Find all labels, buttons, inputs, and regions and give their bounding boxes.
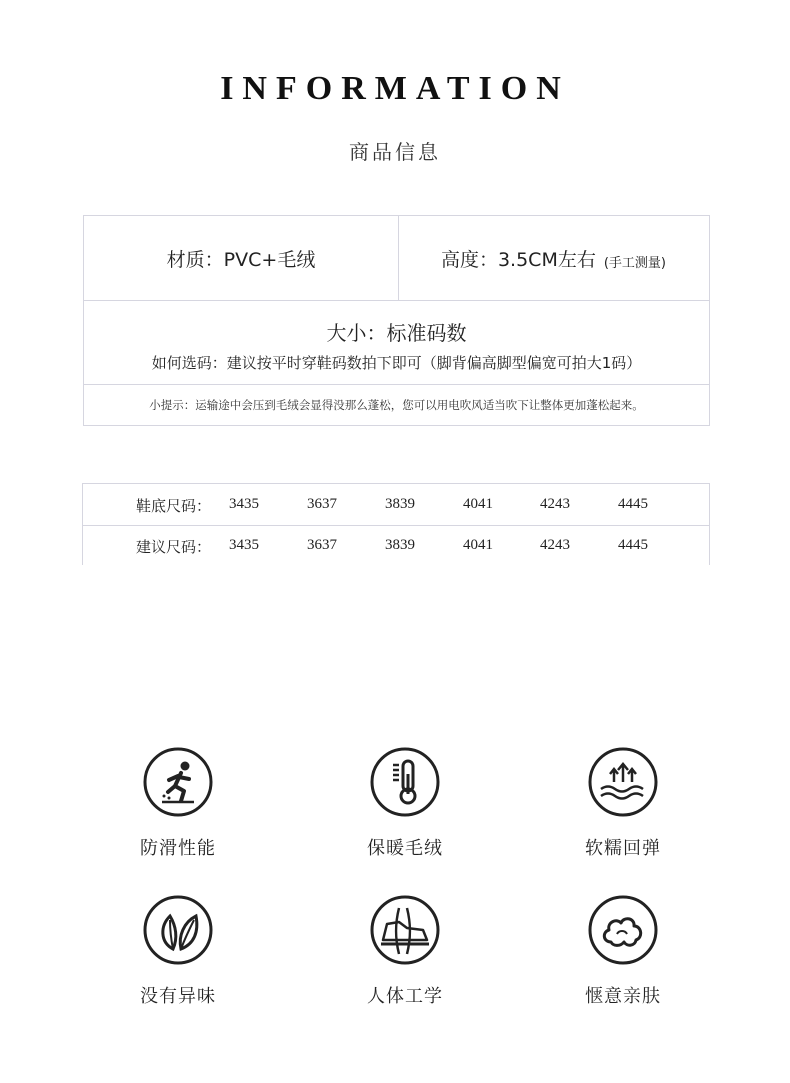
thermometer-icon (369, 746, 441, 818)
size-table (82, 483, 710, 565)
table-cell: 3637 (307, 496, 337, 512)
slip-resistant-icon (142, 746, 214, 818)
leaf-icon (142, 894, 214, 966)
feature-label: 保暖毛绒 (367, 838, 443, 859)
info-row-size (84, 300, 709, 385)
table-cell: 4445 (618, 537, 648, 553)
table-cell: 4243 (540, 496, 570, 512)
height-cell (398, 216, 709, 300)
material-text: 材质：PVC+毛绒 (166, 248, 316, 271)
row-label: 建议尺码： (136, 538, 212, 556)
rebound-icon (587, 746, 659, 818)
table-cell: 4243 (540, 537, 570, 553)
feature-label: 没有异味 (140, 986, 216, 1007)
table-cell: 3435 (229, 496, 259, 512)
table-row (83, 525, 709, 566)
feature-label: 软糯回弹 (585, 838, 661, 859)
feature-soft-rebound (543, 746, 703, 860)
feature-ergonomic (325, 894, 485, 1008)
table-cell: 3435 (229, 537, 259, 553)
feature-odorless (98, 894, 258, 1008)
info-row-notice (84, 384, 709, 425)
product-info-box (83, 215, 710, 426)
feature-label: 惬意亲肤 (585, 986, 661, 1007)
notice-text: 小提示：运输途中会压到毛绒会显得没那么蓬松，您可以用电吹风适当吹下让整体更加蓬松起来。 (149, 397, 644, 412)
feature-label: 人体工学 (367, 986, 443, 1007)
table-cell: 3839 (385, 537, 415, 553)
page-title: INFORMATION (220, 70, 570, 107)
feature-skin-friendly (543, 894, 703, 1008)
height-text: 高度：3.5CM左右 (440, 248, 596, 271)
feature-slip-resistant (98, 746, 258, 860)
table-cell: 3637 (307, 537, 337, 553)
material-cell (84, 216, 399, 300)
size-title: 大小：标准码数 (326, 321, 467, 345)
table-cell: 4041 (463, 537, 493, 553)
info-row-material-height (84, 216, 709, 301)
ergonomic-foot-icon (369, 894, 441, 966)
page-subtitle: 商品信息 (349, 140, 441, 164)
size-selection-tip: 如何选码：建议按平时穿鞋码数拍下即可（脚背偏高脚型偏宽可拍大1码） (151, 354, 642, 372)
table-cell: 3839 (385, 496, 415, 512)
feature-thermal-plush (325, 746, 485, 860)
table-cell: 4445 (618, 496, 648, 512)
feature-label: 防滑性能 (140, 838, 216, 859)
table-row (83, 484, 709, 526)
table-cell: 4041 (463, 496, 493, 512)
row-label: 鞋底尺码： (136, 497, 212, 515)
cloud-icon (587, 894, 659, 966)
height-note: (手工测量) (603, 255, 667, 271)
